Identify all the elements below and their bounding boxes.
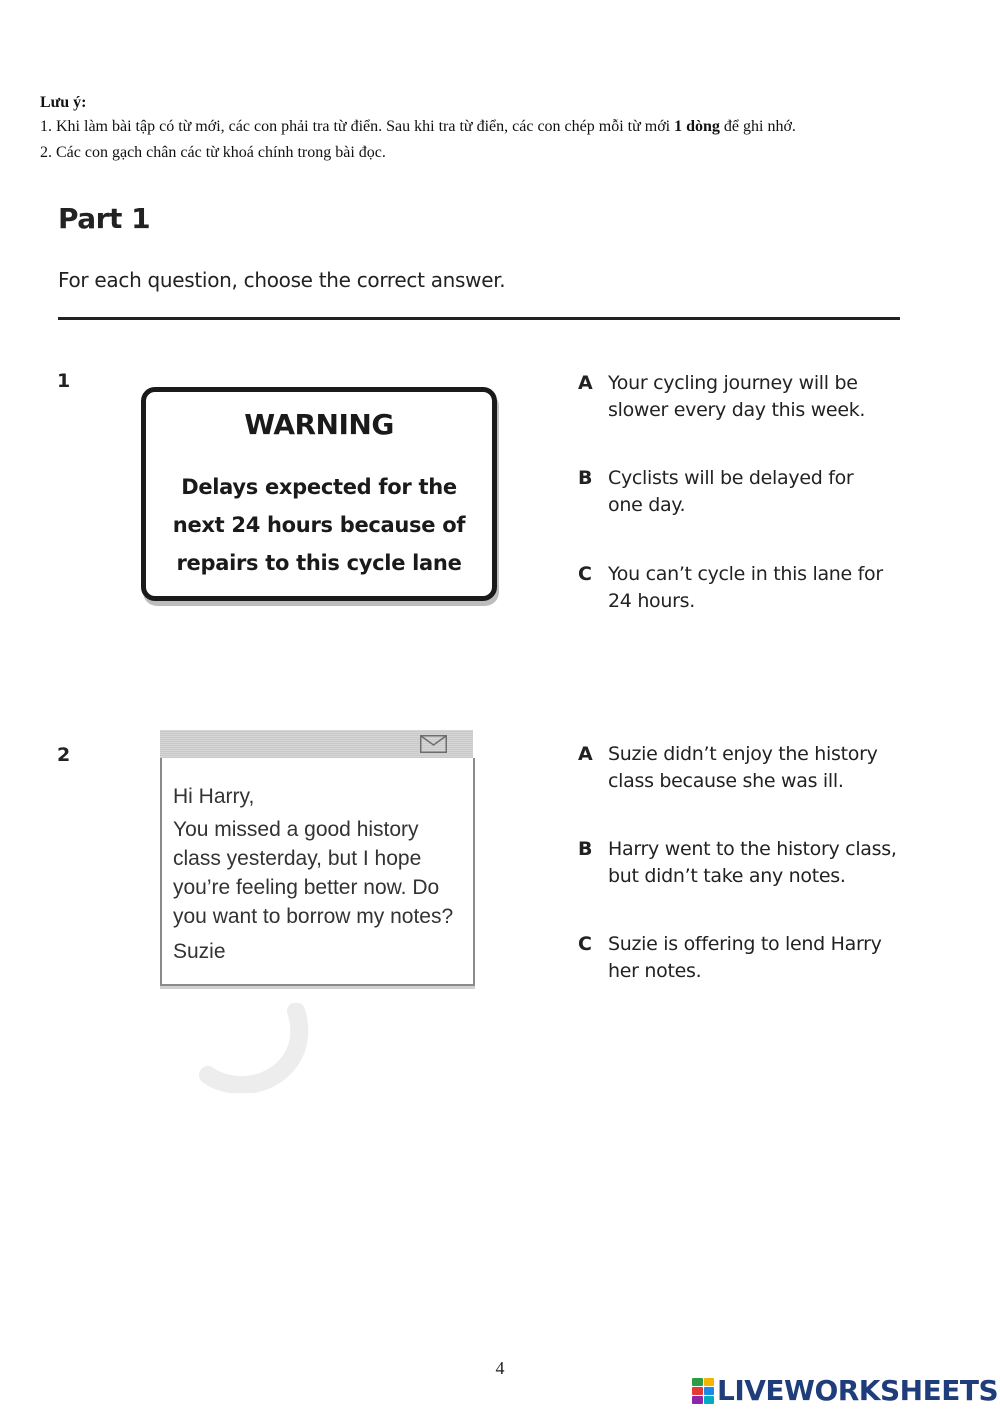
- option-letter: A: [578, 743, 593, 765]
- option-letter: A: [578, 372, 593, 394]
- logo-mark-square: [692, 1378, 703, 1386]
- option-text: [608, 741, 908, 795]
- option-text: [608, 931, 908, 985]
- q1-option-b[interactable]: [0, 465, 1000, 525]
- option-line: one day.: [608, 494, 686, 516]
- option-text: [608, 561, 908, 615]
- logo-mark-square: [704, 1387, 715, 1395]
- note-line-1: [40, 118, 796, 136]
- warning-line-1: Delays expected for the: [181, 475, 457, 499]
- option-letter: B: [578, 838, 593, 860]
- note-line-1-start: 1. Khi làm bài tập có từ mới, các con phải tra từ điển. Sau khi tra từ điển, các con chép mỗi từ mới: [40, 118, 675, 135]
- message-line-1: You missed a good history: [173, 818, 419, 841]
- warning-line-2: next 24 hours because of: [172, 513, 466, 537]
- q2-option-c[interactable]: [0, 931, 1000, 991]
- note-line-1-end: để ghi nhớ.: [719, 118, 796, 135]
- note-title: Lưu ý:: [40, 94, 87, 111]
- message-signature: Suzie: [173, 940, 226, 963]
- liveworksheets-logo[interactable]: [692, 1374, 998, 1407]
- option-letter: C: [578, 933, 592, 955]
- message-line-2: class yesterday, but I hope: [173, 847, 422, 870]
- q2-option-a[interactable]: [0, 741, 1000, 801]
- option-text: [608, 370, 908, 424]
- message-line-4: you want to borrow my notes?: [173, 905, 454, 928]
- option-letter: C: [578, 563, 592, 585]
- option-line: her notes.: [608, 960, 702, 982]
- warning-title: WARNING: [244, 408, 394, 441]
- part-title: Part 1: [58, 202, 151, 235]
- section-divider: [58, 317, 900, 320]
- option-line: but didn’t take any notes.: [608, 865, 846, 887]
- q1-option-a[interactable]: [0, 370, 1000, 430]
- part-instruction: For each question, choose the correct answer.: [58, 268, 506, 292]
- option-text: [608, 465, 908, 519]
- logo-mark-square: [692, 1396, 703, 1404]
- logo-mark-icon: [692, 1378, 714, 1404]
- option-line: Cyclists will be delayed for: [608, 467, 854, 489]
- warning-line-3: repairs to this cycle lane: [176, 551, 462, 575]
- message-greeting: Hi Harry,: [173, 785, 255, 808]
- option-line: class because she was ill.: [608, 770, 844, 792]
- decorative-arc: [198, 1003, 318, 1093]
- logo-mark-square: [692, 1387, 703, 1395]
- option-line: Suzie is offering to lend Harry: [608, 933, 882, 955]
- logo-mark-square: [704, 1396, 715, 1404]
- option-line: Your cycling journey will be: [608, 372, 858, 394]
- option-line: 24 hours.: [608, 590, 695, 612]
- q1-option-c[interactable]: [0, 561, 1000, 621]
- question-number-2: 2: [57, 744, 71, 766]
- message-line-3: you’re feeling better now. Do: [173, 876, 440, 899]
- q2-option-b[interactable]: [0, 836, 1000, 896]
- option-text: [608, 836, 908, 890]
- question-number-1: 1: [57, 370, 71, 392]
- logo-mark-square: [704, 1378, 715, 1386]
- note-line-1-bold: 1 dòng: [674, 118, 720, 135]
- option-line: Harry went to the history class,: [608, 838, 897, 860]
- option-line: You can’t cycle in this lane for: [608, 563, 883, 585]
- option-line: slower every day this week.: [608, 399, 866, 421]
- logo-text: LIVEWORKSHEETS: [717, 1374, 999, 1407]
- page-number: 4: [495, 1358, 505, 1378]
- note-line-2: 2. Các con gạch chân các từ khoá chính trong bài đọc.: [40, 144, 386, 161]
- option-letter: B: [578, 467, 593, 489]
- option-line: Suzie didn’t enjoy the history: [608, 743, 878, 765]
